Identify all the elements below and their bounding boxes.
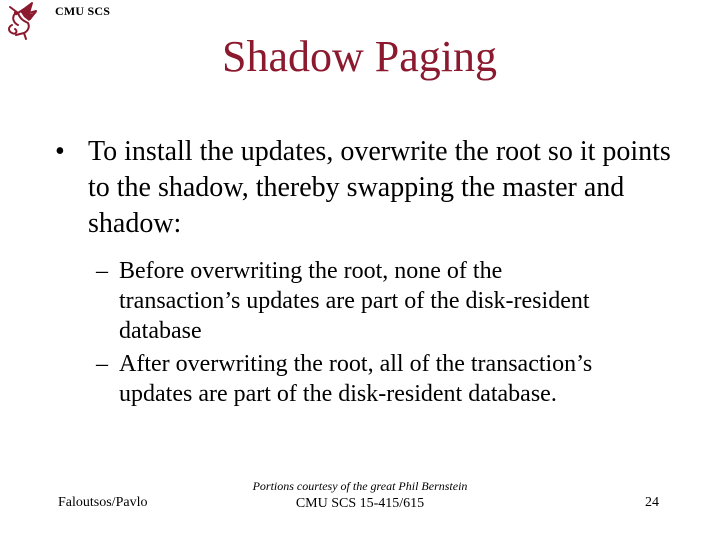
- main-bullet-text: To install the updates, overwrite the root so it points to the shadow, thereby swapping the master and shadow:: [88, 136, 671, 239]
- org-label: CMU SCS: [55, 4, 111, 18]
- main-bullet: [55, 134, 675, 242]
- page-number: 24: [645, 495, 659, 510]
- footer-credit: Portions courtesy of the great Phil Bernstein: [252, 479, 468, 493]
- bullet-marker: •: [55, 136, 65, 167]
- footer-authors: Faloutsos/Pavlo: [58, 495, 148, 510]
- sub-bullet-marker: –: [96, 351, 108, 377]
- sub-bullet-item: [96, 349, 616, 409]
- footer-course: CMU SCS 15-415/615: [295, 496, 425, 511]
- footer-center: [240, 478, 480, 514]
- sub-bullet-text: After overwriting the root, all of the transaction’s updates are part of the disk-resident database.: [119, 351, 593, 407]
- sub-bullet-list: [96, 256, 616, 412]
- slide-title: Shadow Paging: [222, 32, 497, 81]
- griffin-logo-icon: [2, 1, 42, 41]
- sub-bullet-marker: –: [96, 258, 108, 284]
- sub-bullet-text: Before overwriting the root, none of the transaction’s updates are part of the disk-resident database: [119, 258, 590, 344]
- sub-bullet-item: [96, 256, 616, 346]
